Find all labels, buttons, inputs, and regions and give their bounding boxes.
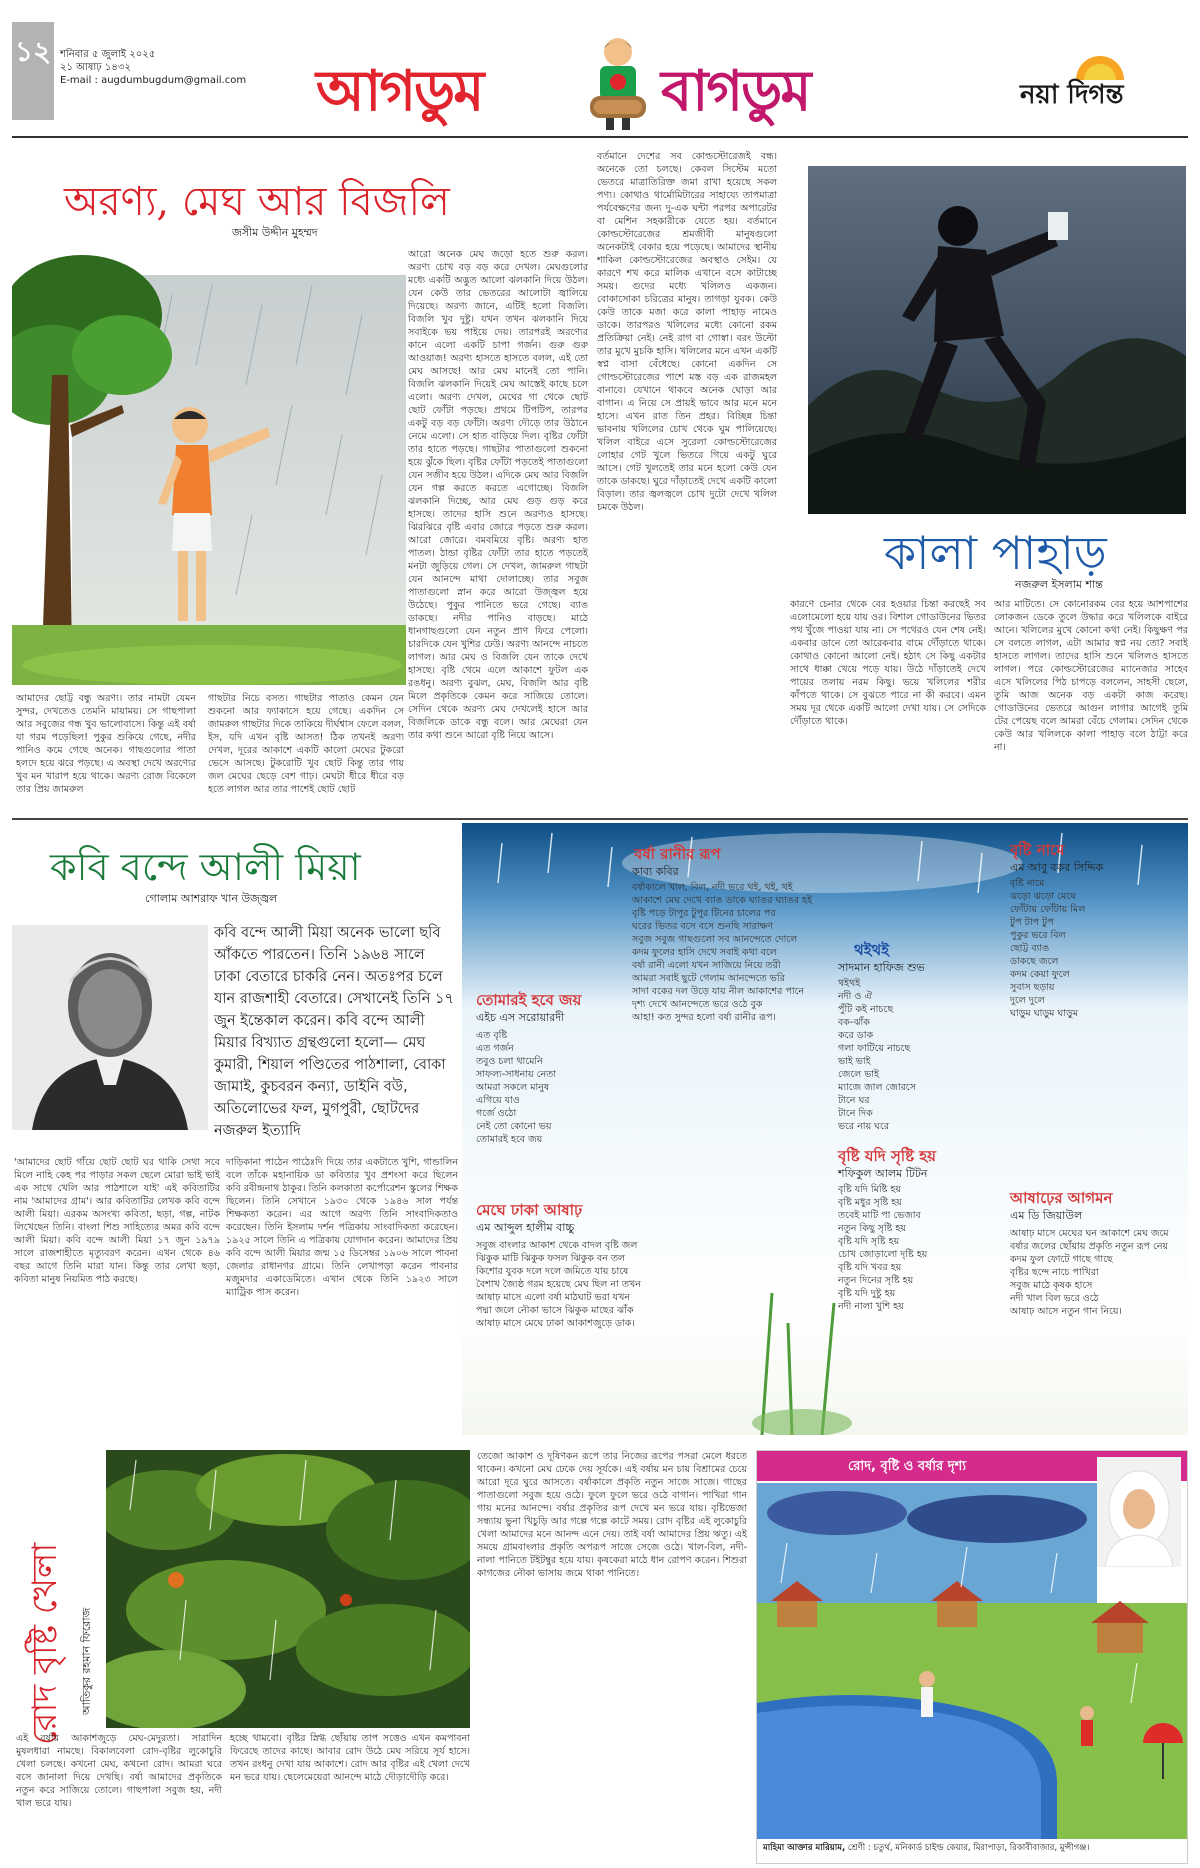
poem2-title: বৃষ্টি নামে xyxy=(1010,841,1065,859)
email: E-mail : augdumbugdum@gmail.com xyxy=(60,75,247,86)
article3-author: গোলাম আশরাফ খান উজ্জ্বল xyxy=(145,892,278,905)
drawing-caption xyxy=(757,1841,1188,1855)
poem1-body: বর্ষাকালে খাল, বিল, নদী ভরে থই, থই, থই আকাশে মেঘ দেখে ব্যাঙ ডাকে ঘ্যাঙর ঘ্যাঙর হই বৃষ্টি পড়ে টাপুর টুপুর টিনের চালের পর ঘরের ভিতর বসে বসে শুনছি সারাক্ষণ সবুজ সবুজ গাছগুলো সব আনন্দেতে দোলে কদম ফুলের হাসি দেখে সবাই কথা বলে বর্ষা রানী এলো যখন সাজিয়ে নিয়ে তরী আমরা সবাই ছুটে গেলাম আনন্দেতে ভরি সাদা বকের দল উড়ে যায় নীল আকাশের পানে দৃশ্য দেখে আনন্দেতে ভরে ওঠে বুক আহা! কত সুন্দর হলো বর্ষা রানীর রূপ। xyxy=(632,882,813,1023)
poem6-body: সবুজ বাংলার আকাশ থেকে বাদল বৃষ্টি জল ঝিকুক মাটি ঝিকুক ফসল ঝিকুক বন তল কিশোর যুবক দলে দলে জমিতে যায় চাষে বৈশাখ জ্যৈষ্ঠ গরম হয়েছে মেঘ ছিল না তখন আষাঢ় মাসে এলো বর্ষা মাঠঘাট ভরা যখন পদ্মা জলে নৌকা ভাসে ঝিকুক মাছের ঝাঁক আষাঢ় মাসে মেঘে ঢাকা আকাশজুড়ে ডাক। xyxy=(476,1240,641,1329)
article4-col1: এই বর্ষায় আকাশজুড়ে মেঘ-মেদুরতা। সারাদিন মুষলধারা নামছে। বিকালবেলা রোদ-বৃষ্টির লুকোচুরি খেলা চলছে। কখনো মেঘ, কখনো রোদ। আমরা ঘরে বসে জানালা দিয়ে দেখছি। বর্ষা আমাদের প্রকৃতিকে নতুন করে সাজিয়ে তোলে। গাছপালা সবুজ হয়, নদী খাল ভরে যায়। xyxy=(16,1733,222,1809)
date-line: শনিবার ৫ জুলাই ২০২৫ xyxy=(60,49,156,60)
article2-col3: আর মাটিতে। সে কোনোরকম বের হয়ে আশপাশের লোকজন ডেকে তুলে উদ্ধার করে খলিলকে বাইরে আনে। খলিলের মুখে কোনো কথা নেই। কিছুক্ষণ পর সে বলতে লাগল, এটা আমার স্বপ্ন নয় তো? সবাই হাসতে লাগল। তাদের হাসি শুনে খলিলও হাসতে লাগল। পরে কোল্ডস্টোরেজের ম্যানেজার সাহেব এসে খলিলের পিঠ চাপড়ে বললেন, সাহসী ছেলে, তুমি আজ অনেক বড় একটা কাজ করেছ। গোডাউনের ভেতরে আগুন লাগার আগেই তুমি টের পেয়েছ বলে আমরা বেঁচে গেলাম। সেদিন থেকে কেউ আর খলিলকে কালা পাহাড় বলে ঠাট্টা করে না। xyxy=(994,599,1188,753)
masthead-right: বাগডুম xyxy=(661,58,810,124)
poem2-author: এম আবু বকর সিদ্দিক xyxy=(1010,861,1104,874)
article2-col1: বর্তমানে দেশের সব কোল্ডস্টোরেজই বন্ধ। অনেকে তো চলছে। কেবল সিস্টেম মতো ভেতরে মাত্রাতিরিক্ত জমা রাখা হয়েছে সকল পণ্য। কোথাও থার্মোমিটারের সাহায্যে তাপমাত্রা পর্যবেক্ষণের জন্য দু-এক ঘন্টা পরপর অপারেটর বা মেশিন সহকারীকে যেতে হয়। বর্তমানে কোল্ডস্টোরেজের শ্রমজীবী মানুষগুলো অনেকটাই বেকার হয়ে পড়েছে। আমাদের স্থানীয় শাকিল কোল্ডস্টোরেজের অবস্থাও সেইম। যে কারণে শখ করে মালিক এখানে বসে কাটাচ্ছে সময়। গুদের মধ্যে খলিলও একজন। বোকাসোকা চরিত্রের মানুষ। তাগড়া যুবক। কেউ কেউ তাকে মজা করে কালা পাহাড় নামেও ডাকে। তারপরও খলিলের মধ্যে কোনো রকম প্রতিক্রিয়া নেই। নেই রাগ বা গোস্বা। বরং উল্টো তার মুখে মুচকি হাসি। খলিলের মনে এখন একটি স্বপ্ন বাসা বেঁধেছে। কোনো একদিন সে গোল্ডস্টোরেজের পাশে মস্ত বড় এক রাজমহল বানাবে। যেখানে থাকবে অনেক ঘোড়া আর বাগান। এ নিয়ে সে প্রায়ই ভাবে আর মনে মনে হাসে। এখন রাত তিন প্রহর। বিচ্ছিন্ন চিন্তা ভাবনায় খলিলের চোখ থেকে ঘুম পালিয়েছে। খলিল বাইরে এসে সুরেলা কোল্ডস্টোরেজের লোহার গেট খুলে ভিতরে গিয়ে একটু ঘুরে আসে। গেট খুলতেই তার মনে হলো কেউ যেন তাকে ডাকছে। ঘুরে দাঁড়াতেই দেখে একটি কালো বিড়াল। তার জ্বলজ্বলে চোখ দুটো দেখে খলিল চমকে উঠল। xyxy=(597,151,777,513)
article1-col3: আরো অনেক মেঘ জড়ো হতে শুরু করল। অরণ্য চোখ বড় বড় করে দেখল। মেঘগুলোর মধ্যে একটি অদ্ভুত আলো ঝলকানি দিয়ে উঠল। যেন কেউ তার ভেতরের আলোটা জ্বালিয়ে দিয়েছে। অরণ্য জানে, এটিই হলো বিজলি। বিজলি খুব দুষ্টু। যখন তখন ঝলকানি দিয়ে সবাইকে ভয় পাইয়ে দেয়। তারপরই অরণ্যের কানে এলো একটি চাপা গর্জন। গুরু গুরু আওয়াজ! অরণ্য হাসতে হাসতে বলল, এই তো মেঘ আসছে! আর মেঘ মানেই তো পানি। বিজলি ঝলকানি দিয়েই মেঘ আস্তেই কাছে চলে এলো। অরণ্য দেখল, মেঘের গা থেকে ছোট ছোট ফোঁটা পড়ছে। প্রথমে টিপটিপ, তারপর একটু বড় বড় ফোঁটা। অরণ্য দৌড়ে তার উঠানে নেমে এলো। সে হাত বাড়িয়ে দিল। বৃষ্টির ফোঁটা তার হাতে পড়ছে। গাছটার পাতাগুলো শুকনো হয়ে ঝুঁকে ছিল। বৃষ্টির ফোঁটা পড়তেই পাতাগুলো যেন সজীব হয়ে উঠল। এদিকে মেঘ আর বিজলি যেন গল্প করতে করতে এগোচ্ছে। বিজলি ঝলকানি দিচ্ছে, আর মেঘ গুড় গুড় করে হাসছে। তাদের হাসি শুনে অরণ্যও হাসছে। ঝিরঝিরে বৃষ্টি এবার জোরে পড়তে শুরু করল। আরো জোরে। বমবমিয়ে বৃষ্টি। অরণ্য হাত পাতল। ঠান্ডা বৃষ্টির ফোঁটা তার হাতে পড়তেই মনটা জুড়িয়ে গেল। সে দেখল, জামরুল গাছটা যেন আনন্দে মাথা দোলাচ্ছে। তার সবুজ পাতাগুলো স্নান করে আরো উজ্জ্বল হয়ে উঠেছে। পুকুর পানিতে ভরে গেছে। ব্যাঙ ডাকছে। নদীর পানিও বাড়ছে। মাঠে ধানগাছগুলো যেন নতুন প্রাণ ফিরে পেলো। চারদিকে যেন খুশির ঢেউ। অরণ্য আনন্দে নাচতে লাগল। আর মেঘ ও বিজলি যেন তাকে দেখে হাসছে। বৃষ্টি থেমে এলে আকাশে ফুটল এক রঙধনু। অরণ্য বুঝল, মেঘ, বিজলি আর বৃষ্টি মিলে প্রকৃতিকে কেমন করে সাজিয়ে তোলে। সেদিন থেকে অরণ্য মেঘ দেখলেই হাসে আর বিজলিকে ডাকে বন্ধু বলে। আর মেঘেরা যেন তার কথা শুনে আরো বৃষ্টি নিয়ে আসে। xyxy=(408,249,588,741)
poem5-author: শফিকুল আলম টিটন xyxy=(838,1167,928,1180)
top-rule xyxy=(12,136,1188,138)
article4-title: রোদ বৃষ্টি খেলা xyxy=(25,1542,65,1745)
masthead-left: আগডুম xyxy=(316,58,483,124)
article4-col2: হচ্ছে থামবো। বৃষ্টির স্নিগ্ধ ছোঁয়ায় তাপ সত্তেও এখন কমপাবনা ফিরেছে তাদের কাছে। আবার রোদ উঠে মেঘ সরিয়ে সূর্য হাসে। তখন রংধনু দেখা যায় আকাশে। রোদ আর বৃষ্টির এই খেলা দেখে মন ভরে যায়। ছেলেমেয়েরা আনন্দে মাঠে দৌড়াদৌড়ি করে। xyxy=(230,1733,470,1783)
article1-col1: আমাদের ছোট্ট বন্ধু অরণ্য। তার নামটা যেমন সুন্দর, দেখতেও তেমনি মায়াময়। সে গাছপালা আর সবুজের গন্ধ খুব ভালোবাসে। কিন্তু এই বর্ষা যা গরম পড়েছিল! পুকুর শুকিয়ে গেছে, নদীর পানিও কমে গেছে অনেক। গাছগুলোর পাতা হলদে হয়ে ঝরে পড়ছে। এ অবস্থা দেখে অরণ্যের খুব মন খারাপ হয়ে থাকে। অরণ্য রোজ বিকেলে তার প্রিয় জামরুল xyxy=(16,693,196,795)
poem6-author: এম আব্দুল হালীম বাচ্চু xyxy=(476,1221,575,1234)
article1-col2: গাছটার নিচে বসত। গাছটার পাতাও কেমন যেন শুকনো আর ফ্যাকাসে হয়ে গেছে। একদিন সে জামরুল গাছটার দিকে তাকিয়ে দীর্ঘশ্বাস ফেলে বলল, ইস, যদি এখন বৃষ্টি আসত! ঠিক তখনই অরণ্য দেখল, দূরের আকাশে একটি কালো মেঘের টুকরো ভেসে আসছে। টুকরোটি খুব ছোট কিন্তু তার গায় জল মেঘের ছেড়ে বেশ গাঢ়। মেঘটা ধীরে ধীরে বড় হতে লাগল আর তার পাশেই ছোট ছোট xyxy=(208,693,404,795)
poem3-author: সাদমান হাফিজ শুভ xyxy=(838,961,925,974)
masthead xyxy=(316,34,896,134)
poem3-title: থইথই xyxy=(854,941,890,959)
artist-name: মাহিমা আক্তার মারিয়াম, xyxy=(763,1843,846,1853)
poem4-author: এইচ এস সরোয়ারদী xyxy=(476,1011,565,1024)
date-block xyxy=(60,48,260,87)
article2-title: কালা পাহাড় xyxy=(884,526,1107,580)
article4-title-block xyxy=(16,1455,106,1755)
poem6-title: মেঘে ঢাকা আষাঢ় xyxy=(476,1201,583,1219)
article2-author: নজরুল ইসলাম শান্ত xyxy=(1015,578,1103,591)
mascot-boy-icon xyxy=(578,34,658,134)
poem7-author: এম ডি জিয়াউল xyxy=(1010,1209,1083,1222)
poems-box xyxy=(462,823,1188,1435)
drawing-title: রোদ, বৃষ্টি ও বর্ষার দৃশ্য xyxy=(848,1459,966,1474)
poet-portrait xyxy=(12,925,208,1130)
poem1-title: বর্ষা রানীর রূপ xyxy=(634,845,721,863)
poem4-body: এত বৃষ্টি এত গর্জন তবুও চলা থামেনি সাফল্য-সাধনায় নেতা আমরা সকলে মানুষ এগিয়ে যাও গর্জে ওঠো নেই তো কোনো ভয় তোমারই হবে জয় xyxy=(476,1030,557,1145)
article1-author: জসীম উদ্দীন মুহম্মদ xyxy=(232,226,318,239)
date-bangla: ২১ আষাঢ় ১৪৩২ xyxy=(60,62,131,73)
article1-title: অরণ্য, মেঘ আর বিজলি xyxy=(64,179,450,225)
article3-lead: কবি বন্দে আলী মিয়া অনেক ভালো ছবি আঁকতে পারতেন। তিনি ১৯৬৪ সালে ঢাকা বেতারে চাকরি নেন। অতঃপর চলে যান রাজশাহী বেতারে। সেখানেই তিনি ১৭ জুন ইন্তেকাল করেন। কবি বন্দে আলী মিয়ার বিখ্যাত গ্রন্থগুলো হলো— মেঘ কুমারী, শিয়াল পণ্ডিতের পাঠশালা, বোকা জামাই, কুচবরন কন্যা, ডাইনি বউ, অতিলোভের ফল, মুগপুরী, ছোটদের নজরুল ইত্যাদি xyxy=(214,925,454,1139)
poem4-title: তোমারই হবে জয় xyxy=(476,991,582,1009)
running-man-illustration xyxy=(808,166,1186,514)
article4-col3: তেজো আকাশ ও দূষিণকন রূপে তার নিজের রূপের পসরা মেলে ধরতে থাকেন। কখনো মেঘ ঢেকে দেয় সূর্যকে। এই বর্ষায় মন চায় বিশ্রামের চেয়ে আরো দূরে ঘুরে আসতে। বর্ষাকালে প্রকৃতি নতুন সাজে সাজে। গাছের পাতাগুলো সবুজ হয়ে ওঠে। ফুলে ফুলে ভরে ওঠে বাগান। পাখিরা গান গায় মনের আনন্দে। বর্ষার প্রকৃতির রূপ দেখে মন ভরে যায়। বৃষ্টিভেজা সন্ধ্যায় ভুনা খিচুড়ি আর গল্পে গল্পে কাটে সময়। রোদ বৃষ্টির এই লুকোচুরি খেলা আমাদের মনে আনন্দ এনে দেয়। তাই বর্ষা আমাদের প্রিয় ঋতু। এই সময়ে গ্রামবাংলার প্রকৃতি অপরূপ সাজে সেজে ওঠে। খাল-বিল, নদী-নালা পানিতে টইটম্বুর হয়ে যায়। কৃষকেরা মাঠে ধান রোপণ করেন। শিশুরা কাগজের নৌকা ভাসায় জমে থাকা পানিতে। xyxy=(477,1451,747,1579)
rain-boy-illustration xyxy=(12,255,406,685)
poem7-title: আষাঢ়ের আগমন xyxy=(1010,1189,1113,1207)
article2-col2: কারণে চেনার থেকে বের হওয়ার চিন্তা করছেই সব এলোমেলো হয়ে যায় ওর। বিশাল গোডাউনের ভিতর পথ খুঁজে পাওয়া যায় না। সে পথেরও যেন শেষ নেই। একবার ডানে তো আরেকবার বামে দৌঁড়াতে থাকে। কোথাও কোনো আলো নেই। হঠাৎ সে কিছু একটার সাথে ধাক্কা খেয়ে পড়ে যায়। উঠে দাঁড়াতেই দেখে পায়ের তলায় নরম কিছু। ভয়ে খলিলের শরীর কাঁপতে থাকে। সে বুঝতে পারে না কী করবে। এমন সময় দূর থেকে একটি আলো দেখা যায়। সে সেদিকে দৌঁড়াতে থাকে। xyxy=(790,599,986,727)
article3-col1: 'আমাদের ছোট গাঁয়ে ছোট ছোট ঘর থাকি সেথা সবে মিলে নাহি কেহ পর পাড়ার সকল ছেলে মোরা ভাই ভাই এক সাথে খেলি আর পাঠশালে যাই' এই কবিতাটির নাম 'আমাদের গ্রাম'। আর কবিতাটির লেখক কবি বন্দে আলী মিয়া। এরকম অসংখ্য কবিতা, ছড়া, গল্প, নাটক লিখেছেন তিনি। বাংলা শিশু সাহিত্যের অমর কবি বন্দে আলী মিয়া। কবি বন্দে আলী মিয়া ১৭ জুন ১৯৭৯ সালে রাজশাহীতে মৃত্যুবরণ করেন। এখন থেকে ৪৬ বছর আগে তিনি মারা যান। কিন্তু তার লেখা ছড়া, কবিতা মানুষ নিয়মিত পাঠ করছে। xyxy=(14,1157,220,1285)
brand-name: নয়া দিগন্ত xyxy=(1020,80,1124,110)
leaves-rain-photo xyxy=(106,1450,470,1728)
artist-details: শ্রেণী : চতুর্থ, মনিকার্ড চাইল্ড কেয়ার, মিরাপাড়া, রিকাবীবাজার, মুন্সীগঞ্জ। xyxy=(847,1843,1090,1853)
article3-col2: দাড়িকানা পাঠেন পাঠেঃদি দিয়ে তার একটাতে খুশি, গান্ডালিন বলে তাঁকে মহানায়িক ডা কবিতার খুব প্রশংসা করে ছিলেন কবি রবীন্দ্রনাথ ঠাকুর। তিনি কলকাতা কর্পোরেশন স্কুলের শিক্ষক ছিলেন। তিনি সেখানে ১৯৩০ থেকে ১৯৪৬ সাল পর্যন্ত শিক্ষকতা করেন। এর আগে অরণ্য তিনি সাংবাদিকতাও করেছেন। তিনি ইসলাম দর্শন পত্রিকায় সাংবাদিকতা করেছেন। ১৯২৫ সালে তিনি এ পত্রিকায় যোগদান করেন। আমাদের প্রিয় কবি বন্দে আলী মিয়ার জন্ম ১৫ ডিসেম্বর ১৯০৬ সালে পাবনা জেলার রাধানগর গ্রামে। তিনি লেখাপড়া করেন পাবনার মজুমদার একাডেমিতে। এখান থেকে তিনি ১৯২৩ সালে ম্যাট্রিক পাস করেন। xyxy=(226,1157,458,1298)
poem2-body: বৃষ্টি নামে ঝড়ো ঝড়ো মেঘে ফোঁটায় ফোঁটায় মিল টুপ টাপ টুপ পুকুর ভরে বিল ছোট্ট ব্যাঙ ডাকছে জলে কদম কেয়া ফুলে সুবাস ছড়ায় দুলে দুলে ঘাড়ুম ঘাড়ুম ঘাড়ুম xyxy=(1010,878,1086,1019)
poem1-author: কাব্য কবির xyxy=(632,865,679,878)
drawing-box xyxy=(756,1450,1188,1864)
article4-author: আতিকুর রহমান ফিরোজ xyxy=(80,1607,93,1715)
article3-title: কবি বন্দে আলী মিয়া xyxy=(50,845,361,889)
poem5-title: বৃষ্টি যদি সৃষ্টি হয় xyxy=(838,1147,937,1165)
middle-rule xyxy=(12,818,1188,820)
rain-scene-drawing xyxy=(757,1483,1188,1839)
page-number: ১২ xyxy=(12,22,54,120)
brand-logo xyxy=(1010,56,1190,116)
poem5-body: বৃষ্টি যদি মিষ্টি হয় বৃষ্টি মধুর সৃষ্টি হয় তবেই মাটি পা ভেজাব নতুন কিছু সৃষ্টি হয় বৃষ্টি যদি সৃষ্টি হয় চোখ জোড়ালো দৃষ্টি হয় বৃষ্টি যদি খবর হয় নতুন দিনের সৃষ্টি হয় বৃষ্টি যদি দুষ্টু হয় নদী নালা খুশি হয় xyxy=(838,1184,928,1312)
poem3-body: থইথই নদী ও ঐ পুঁটি কই নাচছে বক-ঝাঁক করে ডাক গলা ফাটিয়ে নাচছে ভাই ভাই জেলে ভাই ম্যাজে জাল জোরসে টানে ঘর টানে দিক ভরে নায় ঘরে xyxy=(838,978,916,1132)
poem7-body: আষাঢ় মাসে মেঘের ঘন আকাশে মেঘ জমে বর্ষার জলের ছোঁয়ায় প্রকৃতি নতুন রূপ নেয় কদম ফুল ফোটে গাছে গাছে বৃষ্টির ছন্দে নাচে পাখিরা সবুজ মাঠে কৃষক হাসে নদী খাল বিল ভরে ওঠে আষাঢ় আসে নতুন গান নিয়ে। xyxy=(1010,1228,1169,1317)
